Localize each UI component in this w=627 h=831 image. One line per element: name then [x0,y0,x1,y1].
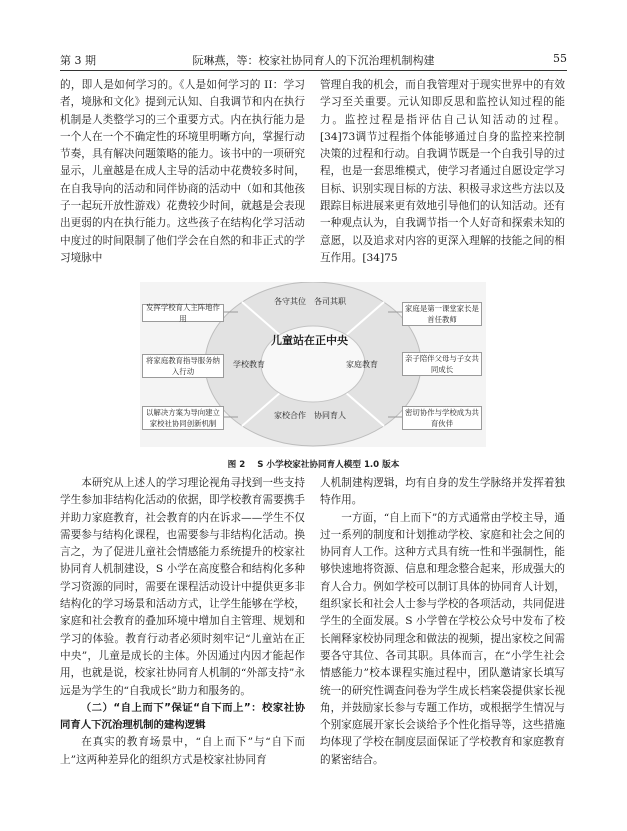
paragraph: 管理自我的机会，而自我管理对于现实世界中的有效学习至关重要。元认知即反思和监控认知过程的能力。监控过程是指评估自己认知活动的过程。[34]73调节过程指个体能够通过自身的监控来控制决策的过程和行动。自我调节既是一个自我引导的过程，也是一套思维模式，使学习者通过自愿设定学习目标、识别实现目标的方法、积极寻求这些方法以及跟踪目标进展来更有效地引导他们的认知活动。还有一种观点认为，自我调节指一个人好奇和探索未知的意愿，以及追求对内容的更深入理解的技能之间的相互作用。[34]75 [320,79,565,264]
right-column-bottom [320,475,565,795]
school-education-label: 学校教育 [233,360,265,369]
caption-text: S 小学校家社协同育人模型 1.0 版本 [257,460,400,470]
page-number: 55 [553,52,567,65]
right-box-1: 家庭是第一课堂家长是首任教师 [402,302,482,326]
bottom-label: 家校合作 协同育人 [274,411,346,420]
running-title: 阮琳燕，等：校家社协同育人的下沉治理机制构建 [192,54,435,67]
coeducation-model-figure [140,282,486,447]
right-column-top [320,77,565,271]
section-subheading: （二）“自上而下”保证“自下而上”：校家社协同育人下沉治理机制的建构逻辑 [60,701,305,732]
figure-number: 图 2 [227,460,246,470]
left-box-2: 将家庭教育指导服务纳入行动 [142,354,224,378]
header-rule [60,70,567,71]
left-column-top [60,77,305,271]
right-box-2: 亲子陪伴父母与子女共同成长 [402,352,482,376]
issue-number: 第 3 期 [60,54,96,67]
paragraph: 的，即人是如何学习的。《人是如何学习的 II：学习者，境脉和文化》提到元认知、自我调节和内在执行机制是人类整学习的三个重要方式。内在执行能力是一个人在一个不确定性的环境里明晰方向，掌握行动节奏，具有解决问题策略的能力。该书中的一项研究显示，儿童越是在成人主导的活动中花费较多时间，在自我导向的活动和同伴协商的活动中（如和其他孩子一起玩开放性游戏）花费较少时间，就越是会表现出更弱的内在执行能力。这些孩子在结构化学习活动中度过的时间限制了他们学会在自然的和非正式的学习境脉中 [60,79,305,264]
figure-caption [60,458,567,470]
running-header [60,52,567,70]
center-label: 儿童站在正中央 [271,334,348,347]
family-education-label: 家庭教育 [346,360,378,369]
left-box-1: 发挥学校育人主阵地作用 [142,304,224,322]
left-column-bottom [60,475,305,795]
paragraph: 一方面，“自上而下”的方式通常由学校主导，通过一系列的制度和计划推动学校、家庭和社会之间的协同育人工作。这种方式具有统一性和半强制性，能够快速地将资源、信息和理念整合起来，形成强大的育人合力。例如学校可以制订具体的协同育人计划，组织家长和社会人士参与学校的各项活动，共同促进学生的全面发展。S 小学曾在学校公众号中发布了校长阐释家校协同理念和做法的视频，提出家校之间需要各守其位、各司其职。具体而言，在“小学生社会情感能力”校本课程实施过程中，团队邀请家长填写统一的研究性调查问卷为学生成长档案袋提供家长视角，并鼓励家长参与专题工作坊，或根据学生情况与个别家庭展开家长会谈给予个性化指导等，这些措施均体现了学校在制度层面保证了学校教育和家庭教育的紧密结合。 [320,511,565,766]
right-box-3: 密切协作与学校成为共育伙伴 [402,406,482,430]
top-label: 各守其位 各司其职 [274,297,346,306]
left-box-3: 以解决方案为导向建立家校社协同创新机制 [142,406,224,430]
paragraph: 在真实的教育场景中，“自上而下”与“自下而上”这两种差异化的组织方式是校家社协同育 [60,736,305,766]
paragraph: 本研究从上述人的学习理论视角寻找到一些支持学生参加非结构化活动的依据，即学校教育需要携手并助力家庭教育，社会教育的内在诉求——学生不仅需要参与结构化课程，也需要参与非结构化活动。换言之，为了促进儿童社会情感能力系统提升的校家社协同育人机制建设，S 小学在高度整合和结构化多种学习资源的同时，需要在课程活动设计中提供更多非结构化的学习场景和活动方式，让学生能够在学校，家庭和社会教育的叠加环境中增加自主管理、规划和学习的体验。教育行动者必须时刻牢记“儿童站在正中央”，儿童是成长的主体。外因通过内因才能起作用，也就是说，校家社协同育人机制的“外部支持”永远是为学生的“自我成长”助力和服务的。 [60,477,305,697]
paragraph: 人机制建构逻辑，均有自身的发生学脉络并发挥着独特作用。 [320,477,565,507]
